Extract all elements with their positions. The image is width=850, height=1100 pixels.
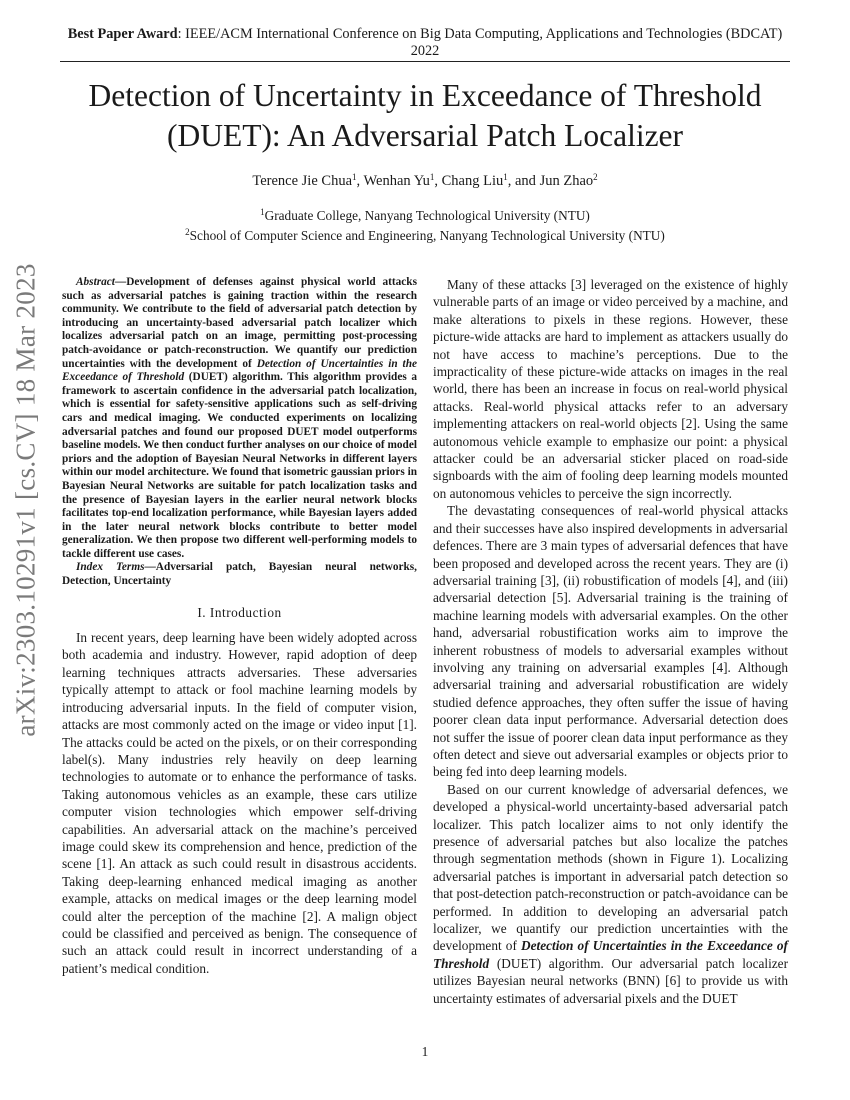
body-paragraph: The devastating consequences of real-world physical attacks and their successes have also inspired developments in adversarial defences. There are 3 main types of adversarial defences that have been proposed and developed across the recent years. They are (i) adversarial training [3], (ii) robustification of models [4], and (iii) adversarial detection [5]. Adversarial training is the training of machine learning models with adversarial examples. On the other hand, adversarial robustification works aim to improve the inherent robustness of models to adversarial examples without involving any training on adversarial examples [4]. Although adversarial training and adversarial robustification are widely studied defence approaches, they often suffer the issue of having poorer clean data input performance. Adversarial detection does not suffer the issue of poorer clean data input performance as they often detect and sieve out adversarial examples or objects prior to being fed into deep learning models. [433, 503, 788, 780]
body-paragraph: Many of these attacks [3] leveraged on the existence of highly vulnerable parts of an image or video perceived by a machine, and make alterations to pixels in these regions. However, these picture-wide attacks are hard to implement as attackers usually do not have access to machine’s perceptions. Due to the impracticality of these picture-wide attacks on images in the real world, there has been an increase in focus on real-world physical attacks. Real-world physical attacks refer to an adversary implementing attackers on real-world objects [2]. Using the same autonomous vehicle example to emphasize our point: a physical attacker could be an adversarial sticker placed on road-side signboards with the aim of fooling deep learning models mounted on autonomous vehicles to perceive the sign incorrectly. [433, 277, 788, 501]
right-column [433, 276, 788, 1007]
index-terms-label: Index Terms [76, 561, 145, 574]
duet-term: Detection of Uncertainties in the Exceedance of Threshold [62, 357, 417, 384]
award-banner [60, 26, 790, 60]
affiliation [60, 228, 790, 244]
author-name: Chang Liu [441, 173, 504, 189]
author-name: Terence Jie Chua [252, 173, 353, 189]
affiliation [60, 208, 790, 224]
author-name: Wenhan Yu [363, 173, 430, 189]
abstract: Abstract—Development of defenses against physical world attacks such as adversarial patches is gaining traction within the research community. We contribute to the field of adversarial patch detection by introducing an uncertainty-based adversarial patch localizer which localizes adversarial patch on an image, permitting post-processing patch-avoidance or patch-reconstruction. We quantify our prediction uncertainties with the development of Detection of Uncertainties in the Exceedance of Threshold (DUET) algorithm. This algorithm provides a framework to ascertain confidence in the adversarial patch localization, which is essential for safety-sensitive applications such as self-driving cars and medical imaging. We conducted experiments on localizing adversarial patches and found our proposed DUET model outperforms baseline models. We then conduct further analyses on our choice of model priors and the adoption of Bayesian Neural Networks in different layers within our model architecture. We found that isometric gaussian priors in Bayesian Neural Networks are suitable for patch localization tasks and the presence of Bayesian layers in the earlier neural network blocks facilitates top-end localization performance, while Bayesian layers added in the later neural network blocks contribute to better model generalization. We then propose two different well-performing models to tackle different use cases. [62, 276, 417, 560]
author-affil-mark: 2 [593, 172, 598, 182]
author-affil-mark: 1 [503, 172, 508, 182]
body-paragraph: Based on our current knowledge of adversarial defences, we developed a physical-world uncertainty-based adversarial patch localizer. This patch localizer aims to not only identify the presence of adversarial patches but also localize the patches through segmentation methods (shown in Figure 1). Localizing adversarial patches is important in adversarial patch detection so that post-detection patch-reconstruction or patch-avoidance can be performed. In addition to developing an adversarial patch localizer, we quantify our prediction uncertainties with the development of Detection of Uncertainties in the Exceedance of Threshold (DUET) algorithm. Our adversarial patch localizer utilizes Bayesian neural networks (BNN) [6] to provide us with uncertainty estimates of adversarial pixels and the DUET [433, 781, 788, 1006]
page-number: 1 [421, 1044, 429, 1059]
author-separator: , and [507, 173, 540, 189]
author-affil-mark: 1 [352, 172, 357, 182]
section-heading: I. Introduction [197, 604, 282, 620]
left-column [62, 276, 417, 977]
duet-term: Detection of Uncertainties in the Exceedance of Threshold [433, 938, 788, 971]
affiliation-mark: 2 [185, 227, 190, 237]
body-paragraph: In recent years, deep learning have been widely adopted across both academia and industry. However, rapid adoption of deep learning techniques attracts adversaries. These adversaries typically attempt to attack or fool machine learning models by introducing adversarial inputs. In the field of computer vision, attacks are most commonly acted on the image or video input [1]. The attacks could be acted on the pixels, or on their corresponding label(s). Many industries rely heavily on deep learning technologies to automate or to enhance the performance of tasks. Taking autonomous vehicles as an example, these cars utilize computer vision technologies which empower self-driving capabilities. An adversarial attack on the machine’s perceived image could skew its comprehension and hence, prediction of the scene [1]. An attack as such could result in disastrous accidents. Taking deep-learning enhanced medical imaging as another example, attacks on medical images or the deep learning model could alter the perception of the machine [2]. A malign object could be classified and perceived as benign. The consequence of such an attack could result in incorrect understanding of a patient’s medical condition. [62, 630, 417, 976]
author-name: Jun Zhao [539, 173, 594, 189]
affiliation-text: Graduate College, Nanyang Technological University (NTU) [264, 208, 590, 223]
author-separator: , [434, 173, 442, 189]
affiliation-text: School of Computer Science and Engineering, Nanyang Technological University (NTU) [189, 228, 665, 243]
award-label: Best Paper Award [67, 26, 178, 42]
author-list [60, 173, 790, 190]
header-rule [60, 61, 790, 62]
affiliation-mark: 1 [260, 207, 265, 217]
index-terms: Index Terms—Adversarial patch, Bayesian neural networks, Detection, Uncertainty [62, 561, 417, 588]
award-text: : IEEE/ACM International Conference on Big Data Computing, Applications and Technologies (BDCAT) 2022 [177, 26, 783, 59]
abstract-label: Abstract [76, 276, 115, 288]
author-separator: , [356, 173, 364, 189]
author-affil-mark: 1 [429, 172, 435, 182]
arxiv-identifier [6, 263, 46, 737]
arxiv-identifier-text: arXiv:2303.10291v1 [cs.CV] 18 Mar 2023 [10, 263, 41, 737]
paper-title: Detection of Uncertainty in Exceedance of Threshold (DUET): An Adversarial Patch Localizer [88, 78, 762, 153]
